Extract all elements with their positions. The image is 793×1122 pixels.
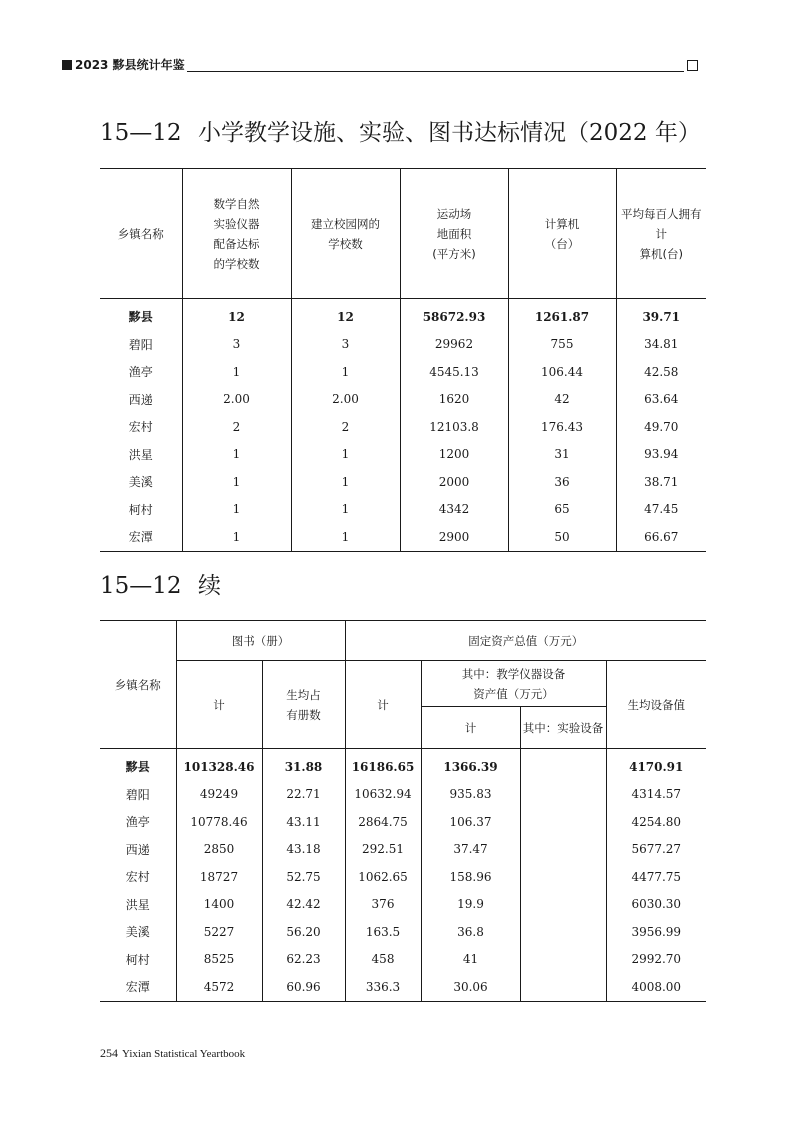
table-row [100,523,706,551]
value-cell: 12103.8 [400,413,508,441]
value-cell: 1 [182,496,291,524]
value-cell: 2 [182,413,291,441]
header-rule [187,71,684,72]
value-cell: 93.94 [616,441,706,469]
value-cell: 43.18 [262,836,345,864]
value-cell: 52.75 [262,863,345,891]
yearbook-title: 2023 黟县统计年鉴 [75,58,185,72]
value-cell: 935.83 [421,781,520,809]
value-cell: 38.71 [616,468,706,496]
col-header-experiment-equipment: 其中：实验设备 [520,707,606,749]
value-cell: 29962 [400,331,508,359]
table2-number: 15—12 [100,573,182,599]
value-cell: 1 [182,441,291,469]
town-name-cell: 柯村 [100,946,176,974]
value-cell: 58672.93 [400,299,508,331]
town-name-cell: 碧阳 [100,331,182,359]
table2-body [100,749,706,1002]
value-cell: 39.71 [616,299,706,331]
page-number: 254 [100,1046,118,1060]
value-cell: 106.44 [508,358,616,386]
value-cell [520,918,606,946]
value-cell: 6030.30 [606,891,706,919]
value-cell: 1200 [400,441,508,469]
page-footer [100,1046,245,1061]
town-name-cell: 宏潭 [100,973,176,1001]
value-cell: 292.51 [345,836,421,864]
value-cell: 1 [182,358,291,386]
table-row [100,413,706,441]
table2-title-text: 续 [198,573,221,599]
value-cell: 176.43 [508,413,616,441]
value-cell: 1062.65 [345,863,421,891]
value-cell: 1 [291,441,400,469]
town-name-cell: 宏村 [100,413,182,441]
value-cell: 36.8 [421,918,520,946]
table-row [100,358,706,386]
table-row [100,468,706,496]
value-cell: 4170.91 [606,749,706,781]
value-cell: 1 [291,468,400,496]
value-cell: 62.23 [262,946,345,974]
primary-school-facilities-table [100,168,706,552]
table-row [100,918,706,946]
value-cell: 19.9 [421,891,520,919]
value-cell: 16186.65 [345,749,421,781]
value-cell [520,891,606,919]
value-cell [520,863,606,891]
value-cell: 376 [345,891,421,919]
value-cell: 31.88 [262,749,345,781]
table-row [100,891,706,919]
table-row [100,863,706,891]
value-cell: 56.20 [262,918,345,946]
col-header-books: 图书（册） [176,621,345,661]
table-row [100,973,706,1001]
table-row [100,781,706,809]
town-name-cell: 西递 [100,386,182,414]
value-cell: 37.47 [421,836,520,864]
value-cell: 3 [182,331,291,359]
town-name-cell: 洪星 [100,891,176,919]
value-cell: 49249 [176,781,262,809]
col-header-sports-field-area: 运动场 地面积 (平方米) [400,169,508,299]
col-header-instrument-total: 计 [421,707,520,749]
value-cell: 5677.27 [606,836,706,864]
value-cell: 1400 [176,891,262,919]
value-cell [520,749,606,781]
value-cell: 163.5 [345,918,421,946]
town-name-cell: 洪星 [100,441,182,469]
town-name-cell: 渔亭 [100,808,176,836]
col-header-books-total: 计 [176,661,262,749]
col-header-assets-total: 计 [345,661,421,749]
value-cell [520,836,606,864]
value-cell: 2.00 [291,386,400,414]
col-header-per-student-equipment: 生均设备值 [606,661,706,749]
value-cell: 4314.57 [606,781,706,809]
value-cell: 50 [508,523,616,551]
value-cell: 47.45 [616,496,706,524]
table-row [100,946,706,974]
value-cell: 2850 [176,836,262,864]
value-cell: 5227 [176,918,262,946]
running-header [62,56,698,74]
value-cell: 106.37 [421,808,520,836]
col-header-computers-per-hundred: 平均每百人拥有计 算机(台) [616,169,706,299]
value-cell: 2.00 [182,386,291,414]
value-cell: 1620 [400,386,508,414]
value-cell: 4572 [176,973,262,1001]
value-cell: 4342 [400,496,508,524]
col-header-lab-equipped-schools: 数学自然 实验仪器 配备达标 的学校数 [182,169,291,299]
value-cell: 336.3 [345,973,421,1001]
value-cell: 3 [291,331,400,359]
value-cell: 2000 [400,468,508,496]
town-name-cell: 柯村 [100,496,182,524]
table1-title-text: 小学教学设施、实验、图书达标情况（2022 年） [198,120,701,146]
table1-title [100,118,701,148]
table1-number: 15—12 [100,120,182,146]
value-cell: 158.96 [421,863,520,891]
header-square-mark [62,60,72,70]
value-cell: 1261.87 [508,299,616,331]
town-name-cell: 黟县 [100,299,182,331]
col-header-campus-network-schools: 建立校园网的 学校数 [291,169,400,299]
value-cell: 12 [182,299,291,331]
value-cell: 65 [508,496,616,524]
value-cell: 42.42 [262,891,345,919]
table1-body [100,299,706,552]
town-name-cell: 西递 [100,836,176,864]
value-cell: 42.58 [616,358,706,386]
town-name-cell: 宏村 [100,863,176,891]
value-cell: 4254.80 [606,808,706,836]
table-row [100,496,706,524]
col-header-town: 乡镇名称 [100,169,182,299]
value-cell [520,946,606,974]
value-cell: 2864.75 [345,808,421,836]
col-header-town: 乡镇名称 [100,621,176,749]
value-cell: 1 [182,523,291,551]
table-row [100,808,706,836]
col-header-books-per-student: 生均占 有册数 [262,661,345,749]
value-cell: 31 [508,441,616,469]
value-cell: 60.96 [262,973,345,1001]
value-cell: 42 [508,386,616,414]
col-header-fixed-assets: 固定资产总值（万元） [345,621,706,661]
town-name-cell: 黟县 [100,749,176,781]
value-cell: 4545.13 [400,358,508,386]
value-cell: 4477.75 [606,863,706,891]
town-name-cell: 美溪 [100,468,182,496]
value-cell: 10778.46 [176,808,262,836]
value-cell: 8525 [176,946,262,974]
table-row [100,836,706,864]
value-cell [520,781,606,809]
value-cell: 1 [291,523,400,551]
value-cell: 1 [291,496,400,524]
town-name-cell: 碧阳 [100,781,176,809]
table-row [100,749,706,781]
value-cell: 2900 [400,523,508,551]
value-cell: 34.81 [616,331,706,359]
value-cell: 41 [421,946,520,974]
table-row [100,386,706,414]
table-row [100,299,706,331]
books-and-assets-table [100,620,706,1002]
value-cell: 22.71 [262,781,345,809]
footer-book-title: Yixian Statistical Yeartbook [122,1048,246,1060]
value-cell: 4008.00 [606,973,706,1001]
col-header-instrument-assets: 其中：教学仪器设备 资产值（万元） [421,661,606,707]
table-row [100,441,706,469]
table2-title [100,571,221,601]
town-name-cell: 美溪 [100,918,176,946]
value-cell: 12 [291,299,400,331]
value-cell: 1366.39 [421,749,520,781]
town-name-cell: 宏潭 [100,523,182,551]
value-cell: 18727 [176,863,262,891]
value-cell: 3956.99 [606,918,706,946]
town-name-cell: 渔亭 [100,358,182,386]
value-cell: 1 [291,358,400,386]
value-cell: 101328.46 [176,749,262,781]
header-box-mark [687,60,698,71]
value-cell: 2992.70 [606,946,706,974]
value-cell: 458 [345,946,421,974]
value-cell: 36 [508,468,616,496]
value-cell: 66.67 [616,523,706,551]
value-cell: 10632.94 [345,781,421,809]
value-cell: 755 [508,331,616,359]
value-cell: 49.70 [616,413,706,441]
value-cell: 30.06 [421,973,520,1001]
value-cell: 43.11 [262,808,345,836]
value-cell: 1 [182,468,291,496]
table-row [100,331,706,359]
value-cell [520,973,606,1001]
value-cell: 63.64 [616,386,706,414]
value-cell [520,808,606,836]
col-header-computers: 计算机 （台） [508,169,616,299]
value-cell: 2 [291,413,400,441]
